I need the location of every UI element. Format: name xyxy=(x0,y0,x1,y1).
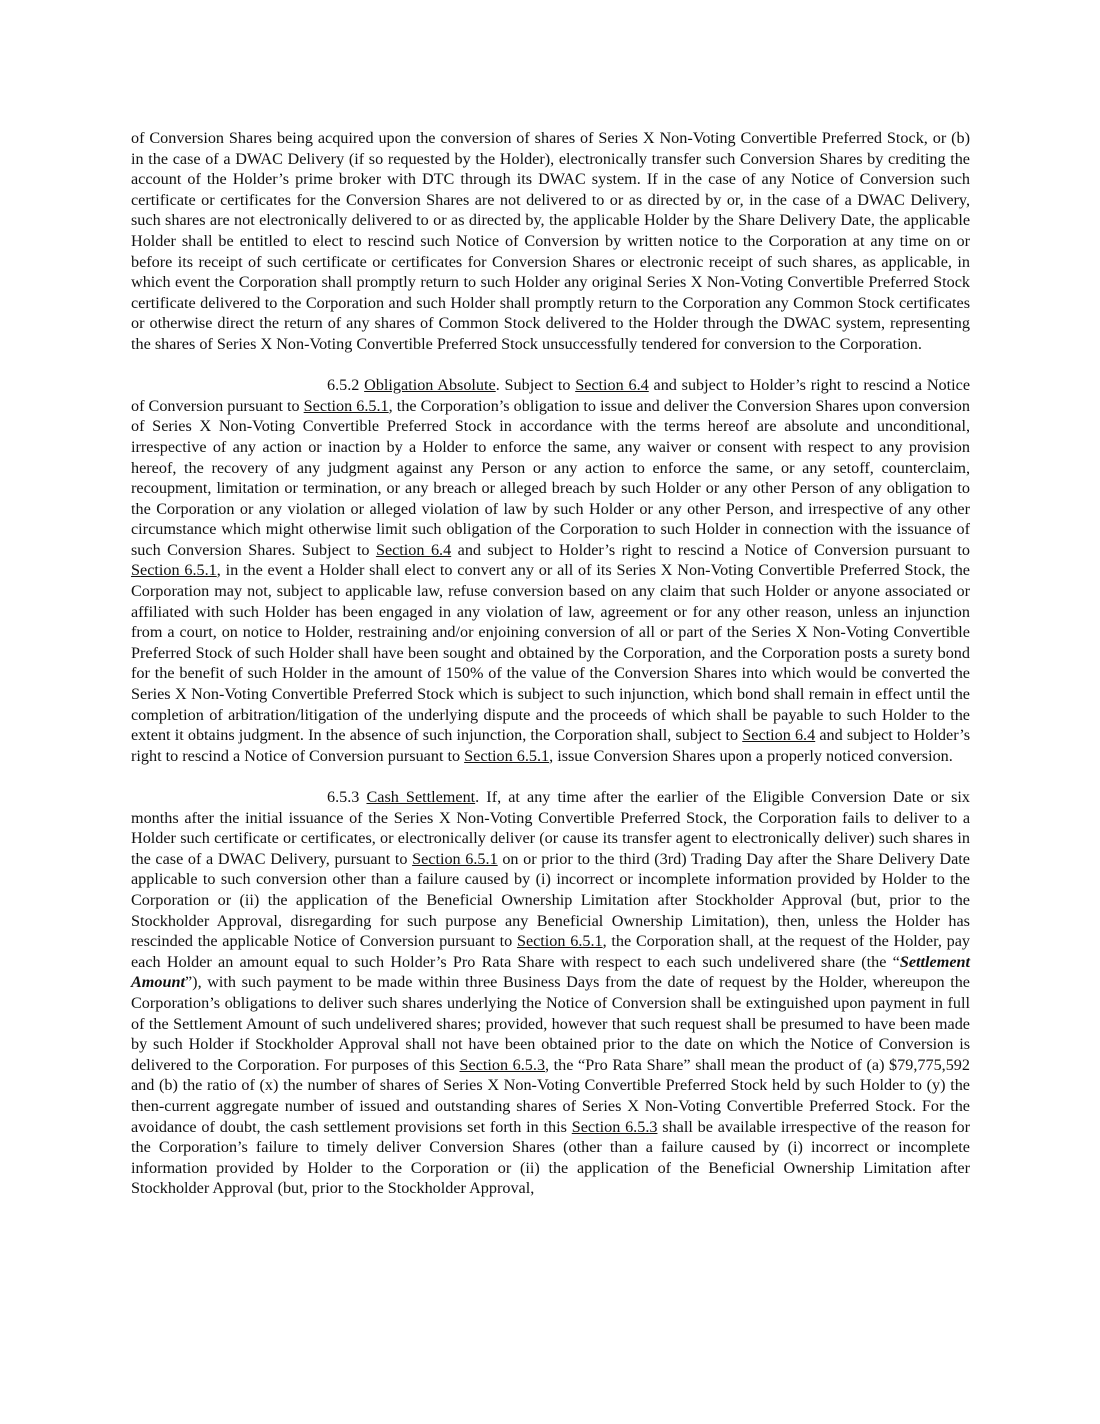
section-6-5-3-paragraph xyxy=(131,787,970,1199)
paragraph-text: , the Corporation’s obligation to issue and deliver the Conversion Shares upon conversion of Series X Non-Voting Convertible Preferred Stock in accordance with the terms hereof are absolute and unconditional, irrespective of any action or inaction by a Holder to enforce the same, any waiver or consent with respect to any provision hereof, the recovery of any judgment against any Person or any action to enforce the same, or any setoff, counterclaim, recoupment, limitation or termination, or any breach or alleged breach by such Holder or any other Person of any obligation to the Corporation or any violation or alleged violation of law by such Holder or any other Person, and irrespective of any other circumstance which might otherwise limit such obligation of the Corporation to such Holder in connection with the issuance of such Conversion Shares. Subject to xyxy=(131,396,970,559)
paragraph-text: and subject to Holder’s right to rescind a Notice of Conversion pursuant to xyxy=(131,376,971,415)
section-heading: Cash Settlement xyxy=(366,788,476,806)
paragraph-text: ”), with such payment to be made within three Business Days from the date of request by the Holder, whereupon the Corporation’s obligations to deliver such shares underlying the Notice of Conversion shall be extinguished upon payment in full of the Settlement Amount of such undelivered shares; provided, however that such request shall be presumed to have been made by such Holder if Stockholder Approval shall not have been obtained prior to the date on which the Notice of Conversion is delivered to the Corporation. For purposes of this xyxy=(131,973,970,1074)
section-reference: Section 6.4 xyxy=(742,726,816,745)
section-reference: Section 6.5.1 xyxy=(303,396,389,415)
section-reference: Section 6.5.1 xyxy=(516,932,603,951)
section-6-5-2-paragraph xyxy=(131,375,970,766)
section-number: 6.5.3 xyxy=(327,788,360,806)
section-reference: Section 6.5.3 xyxy=(571,1117,658,1136)
defined-term: Settlement Amount xyxy=(131,952,970,992)
paragraph-text: shall be available irrespective of the reason for the Corporation’s failure to timely deliver Conversion Shares (other than a failure caused by (i) incorrect or incomplete information provided by Holder to the Corporation or (ii) the application of the Beneficial Ownership Limitation after Stockholder Approval (but, prior to the Stockholder Approval, xyxy=(131,1117,970,1198)
section-reference: Section 6.5.1 xyxy=(131,561,217,580)
paragraph-text: of Conversion Shares being acquired upon the conversion of shares of Series X Non-Voting Convertible Preferred Stock, or (b) in the case of a DWAC Delivery (if so requested by the Holder), electronically transfer such Conversion Shares by crediting the account of the Holder’s prime broker with DTC through its DWAC system. If in the case of any Notice of Conversion such certificate or certificates for the Conversion Shares are not delivered to or as directed by or, in the case of a DWAC Delivery, such shares are not electronically delivered to or as directed by, the applicable Holder by the Share Delivery Date, the applicable Holder shall be entitled to elect to rescind such Notice of Conversion by written notice to the Corporation at any time on or before its receipt of such certificate or certificates for Conversion Shares or electronic receipt of such shares, as applicable, in which event the Corporation shall promptly return to such Holder any original Series X Non-Voting Convertible Preferred Stock certificate delivered to the Corporation and such Holder shall promptly return to the Corporation any Common Stock certificates or otherwise direct the return of any shares of Common Stock delivered to the Holder through the DWAC system, representing the shares of Series X Non-Voting Convertible Preferred Stock unsuccessfully tendered for conversion to the Corporation. xyxy=(131,129,970,353)
paragraph-text: and subject to Holder’s right to rescind a Notice of Conversion pursuant to xyxy=(451,540,970,559)
paragraph-text: , the “Pro Rata Share” shall mean the product of (a) $79,775,592 and (b) the ratio of (x) the number of shares of Series X Non-Voting Convertible Preferred Stock held by such Holder to (y) the then-current aggregate number of issued and outstanding shares of Series X Non-Voting Convertible Preferred Stock. For the avoidance of doubt, the cash settlement provisions set forth in this xyxy=(131,1055,970,1136)
section-reference: Section 6.5.3 xyxy=(459,1055,546,1074)
paragraph-text: and subject to Holder’s right to rescind a Notice of Conversion pursuant to xyxy=(131,726,970,765)
paragraph-text: , the Corporation shall, at the request of the Holder, pay each Holder an amount equal to such Holder’s Pro Rata Share with respect to each such undelivered share (the “ xyxy=(131,932,970,971)
section-reference: Section 6.4 xyxy=(575,376,649,395)
section-reference: Section 6.5.1 xyxy=(412,849,498,868)
section-number: 6.5.2 xyxy=(327,376,360,395)
section-reference: Section 6.5.1 xyxy=(464,746,550,765)
paragraph-text: , issue Conversion Shares upon a properly noticed conversion. xyxy=(549,746,953,765)
paragraph-text: , in the event a Holder shall elect to convert any or all of its Series X Non-Voting Convertible Preferred Stock, the Corporation may not, subject to applicable law, refuse conversion based on any claim that such Holder or anyone associated or affiliated with such Holder has been engaged in any violation of law, agreement or for any other reason, unless an injunction from a court, on notice to Holder, restraining and/or enjoining conversion of all or part of the Series X Non-Voting Convertible Preferred Stock of such Holder shall have been sought and obtained by the Corporation, and the Corporation posts a surety bond for the benefit of such Holder in the amount of 150% of the value of the Conversion Shares into which would be converted the Series X Non-Voting Convertible Preferred Stock which is subject to such injunction, which bond shall remain in effect until the completion of arbitration/litigation of the underlying dispute and the proceeds of which shall be payable to such Holder to the extent it obtains judgment. In the absence of such injunction, the Corporation shall, subject to xyxy=(131,561,970,745)
paragraph-text: . Subject to xyxy=(495,376,576,395)
paragraph-text: on or prior to the third (3rd) Trading Day after the Share Delivery Date applicable to such conversion other than a failure caused by (i) incorrect or incomplete information provided by Holder to the Corporation or (ii) the application of the Beneficial Ownership Limitation after Stockholder Approval (but, prior to the Stockholder Approval, disregarding for such purpose any Beneficial Ownership Limitation), then, unless the Holder has rescinded the applicable Notice of Conversion pursuant to xyxy=(131,849,970,951)
section-heading: Obligation Absolute xyxy=(364,376,496,395)
paragraph-text: . If, at any time after the earlier of the Eligible Conversion Date or six months after the initial issuance of the Series X Non-Voting Convertible Preferred Stock, the Corporation fails to deliver to a Holder such certificate or certificates, or electronically deliver (or cause its transfer agent to electronically deliver) such shares in the case of a DWAC Delivery, pursuant to xyxy=(131,788,970,868)
paragraph-continuation xyxy=(131,128,970,355)
section-reference: Section 6.4 xyxy=(375,540,452,559)
